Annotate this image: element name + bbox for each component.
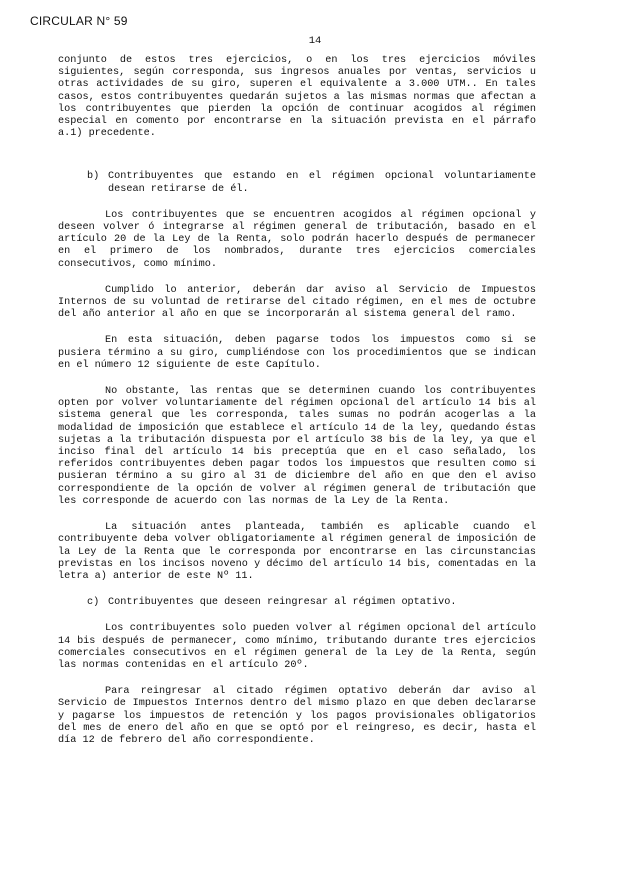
section-c-label: c) <box>87 597 100 609</box>
document-body <box>58 55 536 747</box>
paragraph-b2: Cumplido lo anterior, deberán dar aviso al Servicio de Impuestos Internos de su voluntad de retirarse del citado régimen, en el mes de octubre del año anterior al año en que se incorporarán al sistema general del ramo. <box>58 284 536 321</box>
paragraph-c1: Los contribuyentes solo pueden volver al régimen opcional del artículo 14 bis después de permanecer, como mínimo, tributando durante tres ejercicios comerciales consecutivos en el régimen general de la Ley de la Renta, según las normas contenidas en el artículo 20º. <box>58 623 536 671</box>
section-b-heading <box>58 171 536 195</box>
section-b-text: Contribuyentes que estando en el régimen opcional voluntariamente desean retirarse de él. <box>108 171 536 195</box>
section-c-heading <box>58 597 536 609</box>
paragraph-b5: La situación antes planteada, también es aplicable cuando el contribuyente deba volver obligatoriamente al régimen general de imposición de la Ley de la Renta que le corresponda por encontrarse en las circunstancias previstas en los incisos noveno y décimo del artículo 14 bis, comentadas en la letra a) anterior de este Nº 11. <box>58 522 536 582</box>
paragraph-c2: Para reingresar al citado régimen optativo deberán dar aviso al Servicio de Impuestos Internos dentro del mismo plazo en que deben declararse y pagarse los impuestos de retención y los pagos provisionales obligatorios del mes de enero del año en que se optó por el reingreso, es decir, hasta el día 12 de febrero del año correspondiente. <box>58 686 536 746</box>
page-number: 14 <box>308 35 322 47</box>
section-c-text: Contribuyentes que deseen reingresar al régimen optativo. <box>108 597 457 609</box>
paragraph-b1: Los contribuyentes que se encuentren acogidos al régimen opcional y deseen volver ó integrarse al régimen general de tributación, basado en el artículo 20 de la Ley de la Renta, solo podrán hacerlo después de permanecer en el primero de los nombrados, durante tres ejercicios comerciales consecutivos, como mínimo. <box>58 209 536 270</box>
paragraph-b4: No obstante, las rentas que se determinen cuando los contribuyentes opten por volver voluntariamente del régimen opcional del artículo 14 bis al sistema general que les corresponda, tales sumas no podrán acogerlas a la modalidad de imposición que establece el artículo 14 de la ley, quedando éstas sujetas a la tributación dispuesta por el artículo 38 bis de la ley, ya que el inciso final del artículo 14 bis preceptúa que en el caso señalado, los referidos contribuyentes deben pagar todos los impuestos que resulten como si pusieran término a su giro al 31 de diciembre del año en que den el aviso correspondiente de la opción de volver al régimen general de tributación que les corresponde de acuerdo con las normas de la Ley de la Renta. <box>58 386 536 507</box>
section-b-label: b) <box>87 171 100 183</box>
paragraph-b3: En esta situación, deben pagarse todos los impuestos como si se pusiera término a su giro, cumpliéndose con los procedimientos que se indican en el número 12 siguiente de este Capítulo. <box>58 335 536 371</box>
paragraph-continuation: conjunto de estos tres ejercicios, o en los tres ejercicios móviles siguientes, según corresponda, sus ingresos anuales por ventas, servicios u otras actividades de su giro, superen el equivalente a 3.000 UTM.. En tales casos, estos contribuyentes quedarán sujetos a las mismas normas que afectan a los contribuyentes que pierden la opción de continuar acogidos al régimen especial en comento por encontrarse en la situación prevista en el párrafo a.1) precedente. <box>58 55 536 140</box>
circular-header: CIRCULAR N° 59 <box>30 14 128 28</box>
